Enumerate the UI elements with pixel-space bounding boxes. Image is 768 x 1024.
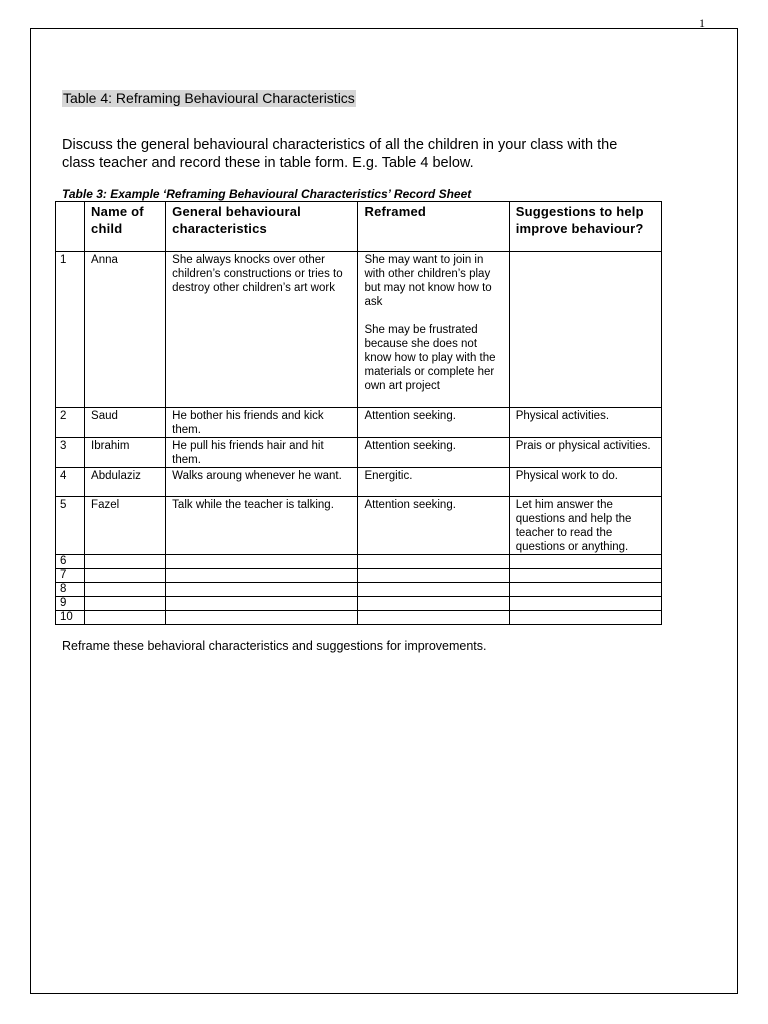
table-row: [56, 497, 662, 555]
page-number: 1: [699, 16, 705, 30]
cell-name: Anna: [85, 252, 166, 408]
cell-reframed: [358, 252, 509, 408]
cell-general: He pull his friends hair and hit them.: [166, 438, 358, 468]
cell-suggestions: [509, 569, 661, 583]
cell-general: [166, 583, 358, 597]
cell-general: She always knocks over other children’s constructions or tries to destroy other children’s art work: [166, 252, 358, 408]
footer-instruction: Reframe these behavioral characteristics and suggestions for improvements.: [62, 639, 487, 653]
table-caption: Table 3: Example ‘Reframing Behavioural Characteristics’ Record Sheet: [62, 187, 472, 201]
cell-reframed: [358, 597, 509, 611]
cell-suggestions: Physical work to do.: [509, 468, 661, 497]
header-name: Name of child: [85, 202, 166, 252]
cell-general: [166, 569, 358, 583]
cell-suggestions: Let him answer the questions and help the teacher to read the questions or anything.: [509, 497, 661, 555]
record-sheet-table: [55, 201, 662, 625]
cell-number: 6: [56, 555, 85, 569]
cell-general: [166, 611, 358, 625]
cell-number: 4: [56, 468, 85, 497]
cell-number: 5: [56, 497, 85, 555]
cell-name: Saud: [85, 408, 166, 438]
intro-paragraph: Discuss the general behavioural characteristics of all the children in your class with the class teacher and record these in table form. E.g. Table 4 below.: [62, 137, 618, 171]
cell-name: [85, 569, 166, 583]
cell-general: Talk while the teacher is talking.: [166, 497, 358, 555]
table-row: [56, 252, 662, 408]
header-reframed: Reframed: [358, 202, 509, 252]
cell-number: 2: [56, 408, 85, 438]
table-row: [56, 408, 662, 438]
table-row: [56, 555, 662, 569]
cell-suggestions: [509, 555, 661, 569]
cell-name: Ibrahim: [85, 438, 166, 468]
table-row: [56, 597, 662, 611]
cell-reframed: [358, 569, 509, 583]
reframed-extra-text: She may be frustrated because she does not know how to play with the materials or complete her own art project: [364, 324, 496, 392]
cell-number: 8: [56, 583, 85, 597]
cell-reframed: Attention seeking.: [358, 497, 509, 555]
cell-suggestions: Prais or physical activities.: [509, 438, 661, 468]
cell-suggestions: [509, 597, 661, 611]
cell-suggestions: Physical activities.: [509, 408, 661, 438]
cell-number: 7: [56, 569, 85, 583]
table-row: [56, 569, 662, 583]
header-general: General behavioural characteristics: [166, 202, 358, 252]
cell-name: [85, 583, 166, 597]
cell-number: 3: [56, 438, 85, 468]
cell-number: 10: [56, 611, 85, 625]
cell-number: 1: [56, 252, 85, 408]
header-suggestions: Suggestions to help improve behaviour?: [509, 202, 661, 252]
table-header-row: [56, 202, 662, 252]
cell-number: 9: [56, 597, 85, 611]
cell-name: Fazel: [85, 497, 166, 555]
table-heading: Table 4: Reframing Behavioural Characteristics: [63, 90, 355, 106]
cell-reframed: Attention seeking.: [358, 408, 509, 438]
cell-general: He bother his friends and kick them.: [166, 408, 358, 438]
cell-general: Walks aroung whenever he want.: [166, 468, 358, 497]
cell-reframed: Energitic.: [358, 468, 509, 497]
table-row: [56, 468, 662, 497]
table-row: [56, 583, 662, 597]
cell-reframed: Attention seeking.: [358, 438, 509, 468]
cell-suggestions: [509, 583, 661, 597]
cell-suggestions: [509, 611, 661, 625]
cell-general: [166, 597, 358, 611]
header-number: [56, 202, 85, 252]
reframed-text: She may want to join in with other children’s play but may not know how to ask: [364, 254, 492, 308]
cell-reframed: [358, 583, 509, 597]
cell-suggestions: [509, 252, 661, 408]
cell-reframed: [358, 611, 509, 625]
table-row: [56, 438, 662, 468]
cell-name: [85, 611, 166, 625]
cell-reframed: [358, 555, 509, 569]
cell-name: [85, 555, 166, 569]
table-row: [56, 611, 662, 625]
cell-name: [85, 597, 166, 611]
cell-name: Abdulaziz: [85, 468, 166, 497]
cell-general: [166, 555, 358, 569]
